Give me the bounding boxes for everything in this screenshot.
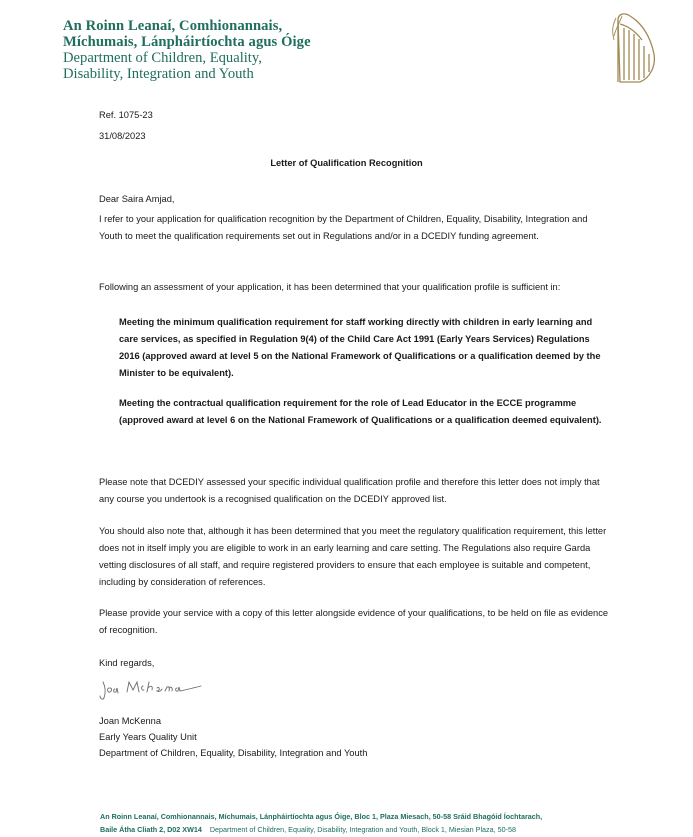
salutation: Dear Saira Amjad, — [99, 194, 175, 204]
signer-department: Department of Children, Equality, Disability, Integration and Youth — [99, 748, 368, 758]
paragraph-instructions: Please provide your service with a copy of this letter alongside evidence of your qualifications, to be held on file as evidence of recognition. — [99, 608, 609, 635]
footer-line-2-irish: Baile Átha Cliath 2, D02 XW14 — [100, 825, 202, 834]
signer-unit: Early Years Quality Unit — [99, 732, 197, 742]
letter-date: 31/08/2023 — [99, 131, 146, 141]
footer-address — [100, 810, 620, 836]
harp-icon — [610, 10, 660, 86]
paragraph-regulations: You should also note that, although it has been determined that you meet the regulatory qualification requirement, this letter does not in itself imply you are eligible to work in an early learning and care setting. The Regulations also require Garda vetting disclosures of all staff, and require registered providers to ensure that each employee is suitable and competent, including by consideration of references. — [99, 526, 607, 587]
irish-name-line-2: Míchumais, Lánpháirtíochta agus Óige — [63, 34, 311, 50]
paragraph-assessment: Following an assessment of your application, it has been determined that your qualification profile is sufficient in: — [99, 282, 561, 292]
paragraph-application: I refer to your application for qualification recognition by the Department of Children, Equality, Disability, Integration and Youth to meet the qualification requirements set out in Regulations and/or in a DCEDIY funding agreement. — [99, 214, 588, 241]
signer-name: Joan McKenna — [99, 716, 162, 726]
paragraph-note: Please note that DCEDIY assessed your specific individual qualification profile and therefore this letter does not imply that any course you undertook is a recognised qualification on the DCEDIY approved list. — [99, 477, 600, 504]
footer-line-2-english: Department of Children, Equality, Disability, Integration and Youth, Block 1, Miesian Plaza, 50-58 — [209, 825, 517, 834]
irish-name-line-1: An Roinn Leanaí, Comhionannais, — [63, 18, 283, 34]
closing: Kind regards, — [99, 658, 155, 668]
qualification-item-minimum: Meeting the minimum qualification requirement for staff working directly with children in early learning and care services, as specified in Regulation 9(4) of the Child Care Act 1991 (Early Years Services) Regulations 2016 (approved award at level 5 on the National Framework of Qualifications or a qualification deemed by the Minister to be equivalent). — [119, 317, 601, 378]
english-name-line-1: Department of Children, Equality, — [63, 50, 262, 66]
reference-number: Ref. 1075-23 — [99, 110, 153, 120]
footer-line-1: An Roinn Leanaí, Comhionannais, Míchumais, Lánpháirtíochta agus Óige, Bloc 1, Plaza Miesach, 50-58 Sráid Bhagóid Íochtarach, — [100, 812, 543, 821]
letter-title: Letter of Qualification Recognition — [270, 158, 423, 168]
footer-line-2 — [100, 823, 620, 836]
qualification-item-lead-educator: Meeting the contractual qualification requirement for the role of Lead Educator in the ECCE programme (approved award at level 6 on the National Framework of Qualifications or a qualification deemed equivalent). — [119, 398, 602, 425]
department-header — [63, 18, 311, 82]
handwritten-signature — [97, 676, 207, 702]
english-name-line-2: Disability, Integration and Youth — [63, 66, 254, 82]
